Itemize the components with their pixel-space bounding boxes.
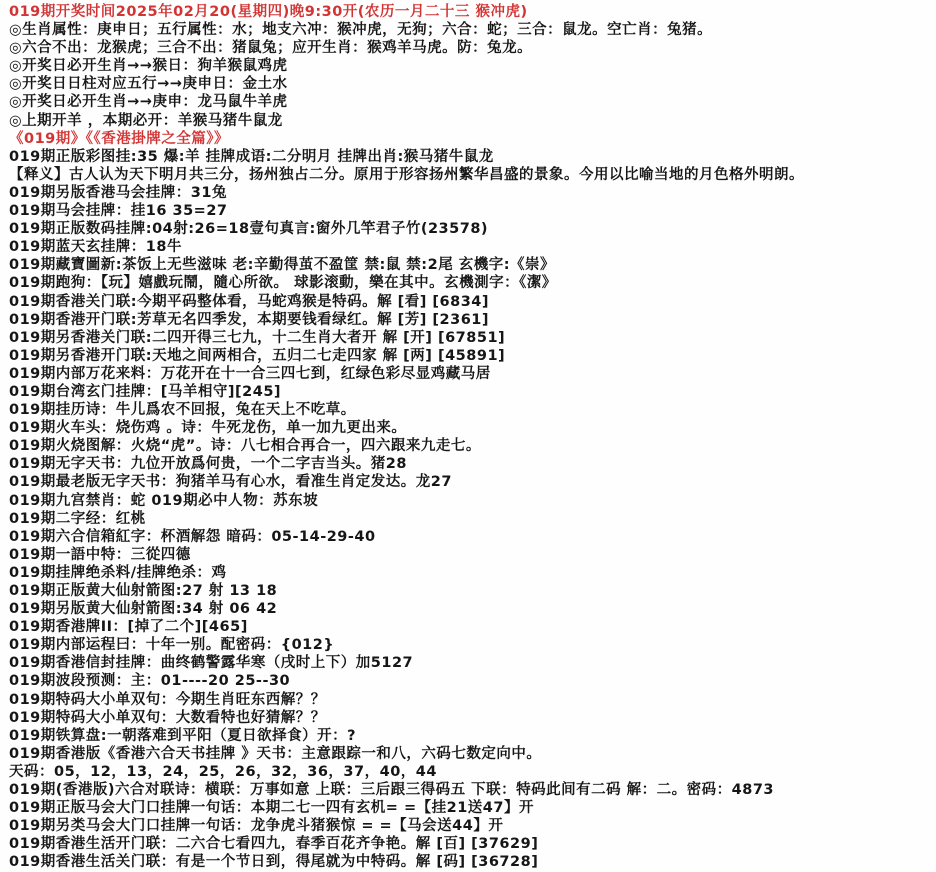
huoshao-diagram-line: 019期火烧图解：火烧“虎”。诗：八七相合再合一，四六跟来九走七。: [9, 438, 481, 455]
hk-closing-couplet-line: 019期香港关门联:今期平码整体看，马蛇鸡猴是特码。解 [看] [6834]: [9, 293, 490, 310]
cangbaotu-line: 019期藏寶圖新:茶饭上无些滋味 老:辛勤得茧不盈筐 禁:鼠 禁:2尾 玄機字:《崇》: [9, 257, 556, 274]
must-open-zodiac-monkey-day-line: ◎开奖日必开生肖→→猴日：狗羊猴鼠鸡虎: [9, 58, 288, 75]
last-period-result-line: ◎上期开羊 ，本期必开：羊猴马猪牛鼠龙: [9, 112, 283, 129]
hk-opening-couplet-line: 019期香港开门联:芳草无名四季发，本期要钱看绿红。解 [芳] [2361]: [9, 311, 490, 328]
day-pillar-five-elements-line: ◎开奖日日柱对应五行→→庚申日：金土水: [9, 76, 288, 93]
hk-envelope-guapai-line: 019期香港信封挂牌：曲终鹤警露华寒（戌时上下）加5127: [9, 655, 414, 672]
huochetou-line: 019期火车头：烧伤鸡 。诗：牛死龙伤，单一加九更出来。: [9, 420, 407, 437]
alt-hk-opening-couplet-line: 019期另香港开门联:天地之间两相合，五归二七走四家 解 [两] [45891]: [9, 347, 506, 364]
must-open-zodiac-gengshen-line: ◎开奖日必开生肖→→庚申：龙马鼠牛羊虎: [9, 94, 288, 111]
tiesuanpan-line: 019期铁算盘:一朝落难到平阳（夏日欲择食）开：?: [9, 727, 356, 744]
official-color-chart-line: 019期正版彩图挂:35 爆:羊 挂牌成语:二分明月 挂牌出肖:猴马猪牛鼠龙: [9, 148, 494, 165]
erzijing-line: 019期二字经：红桃: [9, 510, 146, 527]
alt-gate-guapai-line: 019期另类马会大门口挂牌一句话：龙争虎斗猪猴惊 = =【马会送44】开: [9, 818, 504, 835]
liuhe-exclusion-line: ◎六合不出：龙猴虎；三合不出：猪鼠兔；应开生肖：猴鸡羊马虎。防：兔龙。: [9, 40, 533, 57]
alt-hkjc-guapai-line: 019期另版香港马会挂牌：31兔: [9, 184, 227, 201]
yiyu-zhongte-line: 019期一語中特：三從四德: [9, 546, 191, 563]
jiugong-forbidden-zodiac-line: 019期九宫禁肖：蛇 019期必中人物：苏东坡: [9, 492, 319, 509]
oldest-wuzi-tianshu-line: 019期最老版无字天书：狗猪羊马有心水，看准生肖定发达。龙27: [9, 474, 452, 491]
internal-yuncheng-line: 019期内部运程曰：十年一别。配密码：{012}: [9, 637, 335, 654]
wave-prediction-line: 019期波段预测：主：01----20 25--30: [9, 673, 291, 690]
lantian-xuan-guapai-line: 019期蓝天玄挂牌：18牛: [9, 239, 182, 256]
hk-life-closing-couplet-line: 019期香港生活关门联：有是一个节日到，得尾就为中特码。解 [码] [36728]: [9, 854, 539, 871]
calendar-poem-line: 019期挂历诗：牛儿爲农不回报，兔在天上不吃草。: [9, 402, 356, 419]
hk-liuhe-tianshu-line: 019期香港版《香港六合天书挂牌 》天书：主意跟踪一和八，六码七数定向中。: [9, 745, 542, 762]
hongkong-guapai-title: 《019期》《《香港掛牌之全篇》》: [9, 130, 230, 147]
idiom-explanation-line: 【释义】古人认为天下明月共三分，扬州独占二分。原用于形容扬州繁华昌盛的景象。今用以比喻当地的月色格外明朗。: [9, 166, 804, 183]
hk-life-opening-couplet-line: 019期香港生活开门联：二六合七看四九，春季百花齐争艳。解 [百] [37629]: [9, 836, 539, 853]
liuhe-mailbox-red-line: 019期六合信箱紅字：杯酒解怨 暗码：05-14-29-40: [9, 528, 376, 545]
alt-huangdaxian-line: 019期另版黄大仙射箭图:34 射 06 42: [9, 601, 278, 618]
wuzi-tianshu-line: 019期无字天书：九位开放爲何贵，一个二字吉当头。猪28: [9, 456, 407, 473]
liuhe-couplet-poem-line: 019期(香港版)六合对联诗：横联：万事如意 上联：三后跟三得码五 下联：特码此间有二码 解：二。密码：4873: [9, 782, 775, 799]
zodiac-attribute-line: ◎生肖属性：庚申日；五行属性：水；地支六冲：猴冲虎，无狗；六合：蛇；三合：鼠龙。空亡肖：兔猪。: [9, 22, 713, 39]
tema-daxiao-line-2: 019期特码大小单双句：大数看特也好猜解？？: [9, 709, 326, 726]
internal-wanhua-line: 019期内部万花来料：万花开在十一合三四七到，红绿色彩尽显鸡藏马居: [9, 365, 491, 382]
paogou-line: 019期跑狗：【玩】嬉戲玩鬧，隨心所欲。 球影滚動，樂在其中。玄機測字：《潔》: [9, 275, 557, 292]
draw-time-header: 019期开奖时间2025年02月20(星期四)晚9:30开(农历一月二十三 猴冲虎): [9, 4, 528, 20]
official-huangdaxian-line: 019期正版黄大仙射箭图:27 射 13 18: [9, 583, 278, 599]
tema-daxiao-line-1: 019期特码大小单双句：今期生肖旺东西解？？: [9, 691, 326, 708]
tianma-numbers-line: 天码：05，12，13，24，25，26，32，36，37，40，44: [9, 763, 437, 780]
guapai-juesha-line: 019期挂牌绝杀料/挂牌绝杀：鸡: [9, 564, 227, 581]
taiwan-xuanmen-guapai-line: 019期台湾玄门挂牌：[马羊相守][245]: [9, 383, 282, 400]
official-gate-guapai-line: 019期正版马会大门口挂牌一句话：本期二七一四有玄机= =【挂21送47】开: [9, 800, 534, 817]
hkjc-guapai-line: 019期马会挂牌：挂16 35=27: [9, 203, 228, 220]
hk-pai-ii-line: 019期香港牌II：[掉了二个][465]: [9, 619, 248, 636]
alt-hk-closing-couplet-line: 019期另香港关门联:二四开得三七九，十二生肖大者开 解 [开] [67851]: [9, 329, 506, 346]
official-digital-guapai-line: 019期正版数码挂牌:04射:26=18壹句真言:窗外几竿君子竹(23578): [9, 221, 489, 238]
